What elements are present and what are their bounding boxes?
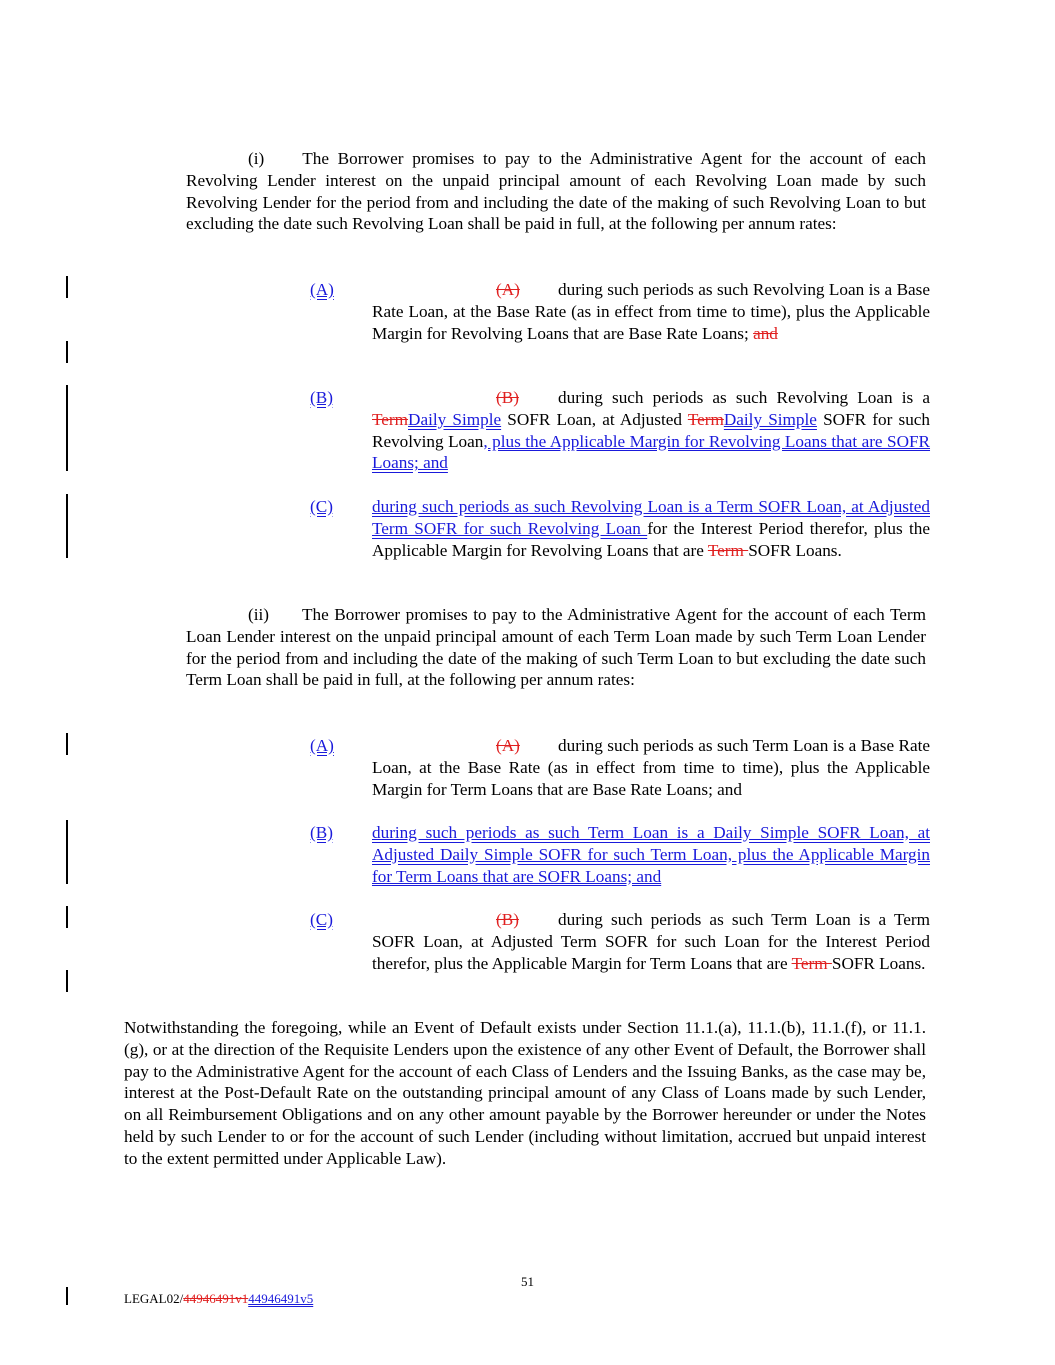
paragraph-number: (i): [248, 149, 265, 168]
item-text: during such periods as such Revolving Loan is a TermDaily Simple SOFR Loan, at Adjusted TermDaily Simple SOFR for such Revolving Loan, plus the Applicable Margin for Revolving Loans that are SOFR Loans; and: [372, 388, 931, 473]
inserted-text: Daily Simple: [408, 409, 502, 429]
change-bar: [66, 494, 68, 558]
deleted-item-label: (A): [496, 736, 520, 755]
deleted-text: and: [753, 323, 778, 343]
change-bar: [66, 385, 68, 471]
deleted-text: Term: [687, 409, 724, 429]
deleted-item-label: (B): [496, 910, 519, 929]
inserted-text: Daily Simple: [723, 409, 817, 429]
change-bar: [66, 341, 68, 363]
paragraph-number: (ii): [248, 605, 269, 624]
change-bar: [66, 276, 68, 298]
item-label: (A): [310, 280, 334, 299]
deleted-text: Term: [791, 953, 832, 973]
inserted-doc-version: 44946491v5: [248, 1291, 314, 1306]
inserted-text: during such periods as such Term Loan is a Daily Simple SOFR Loan, at Adjusted Daily Simple SOFR for such Term Loan, plus the Applicable Margin for Term Loans that are SOFR Loans; and: [372, 823, 930, 886]
paragraph-ii: [186, 604, 926, 691]
deleted-doc-version: 44946491v1: [183, 1291, 249, 1306]
item-label: (A): [310, 736, 334, 755]
inserted-text: , plus the Applicable Margin for Revolving Loans that are SOFR Loans; and: [372, 431, 931, 473]
item-label: (C): [310, 497, 333, 516]
page-number: 51: [521, 1274, 534, 1289]
deleted-text: Term: [707, 540, 749, 560]
deleted-item-label: (B): [496, 388, 519, 407]
deleted-item-label: (A): [496, 280, 520, 299]
item-label: (B): [310, 388, 333, 407]
closing-paragraph: Notwithstanding the foregoing, while an Event of Default exists under Section 11.1.(a), 11.1.(b), 11.1.(f), or 11.1.(g), or at the direction of the Requisite Lenders upon the existence of any other Event of Default, the Borrower shall pay to the Administrative Agent for the account of each Class of Lenders and the Issuing Banks, as the case may be, interest at the Post-Default Rate on the outstanding principal amount of any Class of Loans made by such Lender, on all Reimbursement Obligations and on any other amount payable by the Borrower hereunder or under the Notes held by such Lender to or for the account of such Lender (including without limitation, accrued but unpaid interest to the extent permitted under Applicable Law).: [124, 1018, 926, 1168]
paragraph-text: The Borrower promises to pay to the Administrative Agent for the account of each Term Loan Lender interest on the unpaid principal amount of each Term Loan made by such Term Loan Lender for the period from and including the date of the making of such Term Loan to but excluding the date such Term Loan shall be paid in full, at the following per annum rates:: [186, 605, 926, 690]
change-bar: [66, 906, 68, 928]
deleted-text: Term: [372, 409, 409, 429]
inserted-text: during such periods as such Revolving Loan is a Term SOFR Loan, at Adjusted Term SOFR for such Revolving Loan: [372, 497, 930, 538]
item-text: during such periods as such Term Loan is a Term SOFR Loan, at Adjusted Term SOFR for such Loan for the Interest Period therefor, plus the Applicable Margin for Term Loans that are Term SOFR Loans.: [372, 910, 930, 973]
item-text: during such periods as such Revolving Loan is a Term SOFR Loan, at Adjusted Term SOFR for such Revolving Loan for the Interest Period therefor, plus the Applicable Margin for Revolving Loans that are Term SOFR Loans.: [372, 497, 930, 560]
change-bar: [66, 970, 68, 992]
item-text: during such periods as such Term Loan is a Base Rate Loan, at the Base Rate (as in effect from time to time), plus the Applicable Margin for Term Loans that are Base Rate Loans; and: [372, 736, 930, 799]
item-label: (C): [310, 910, 333, 929]
item-text: during such periods as such Revolving Loan is a Base Rate Loan, at the Base Rate (as in effect from time to time), plus the Applicable Margin for Revolving Loans that are Base Rate Loans; and: [372, 280, 930, 343]
change-bar: [66, 733, 68, 755]
paragraph-i: [186, 148, 926, 235]
document-id: LEGAL02/44946491v144946491v5: [124, 1291, 314, 1306]
paragraph-text: The Borrower promises to pay to the Administrative Agent for the account of each Revolving Lender interest on the unpaid principal amount of each Revolving Loan made by such Revolving Lender for the period from and including the date of the making of such Revolving Loan to but excluding the date such Revolving Loan shall be paid in full, at the following per annum rates:: [186, 149, 926, 234]
item-text: [372, 822, 930, 887]
item-label: (B): [310, 823, 333, 842]
change-bar: [66, 820, 68, 884]
